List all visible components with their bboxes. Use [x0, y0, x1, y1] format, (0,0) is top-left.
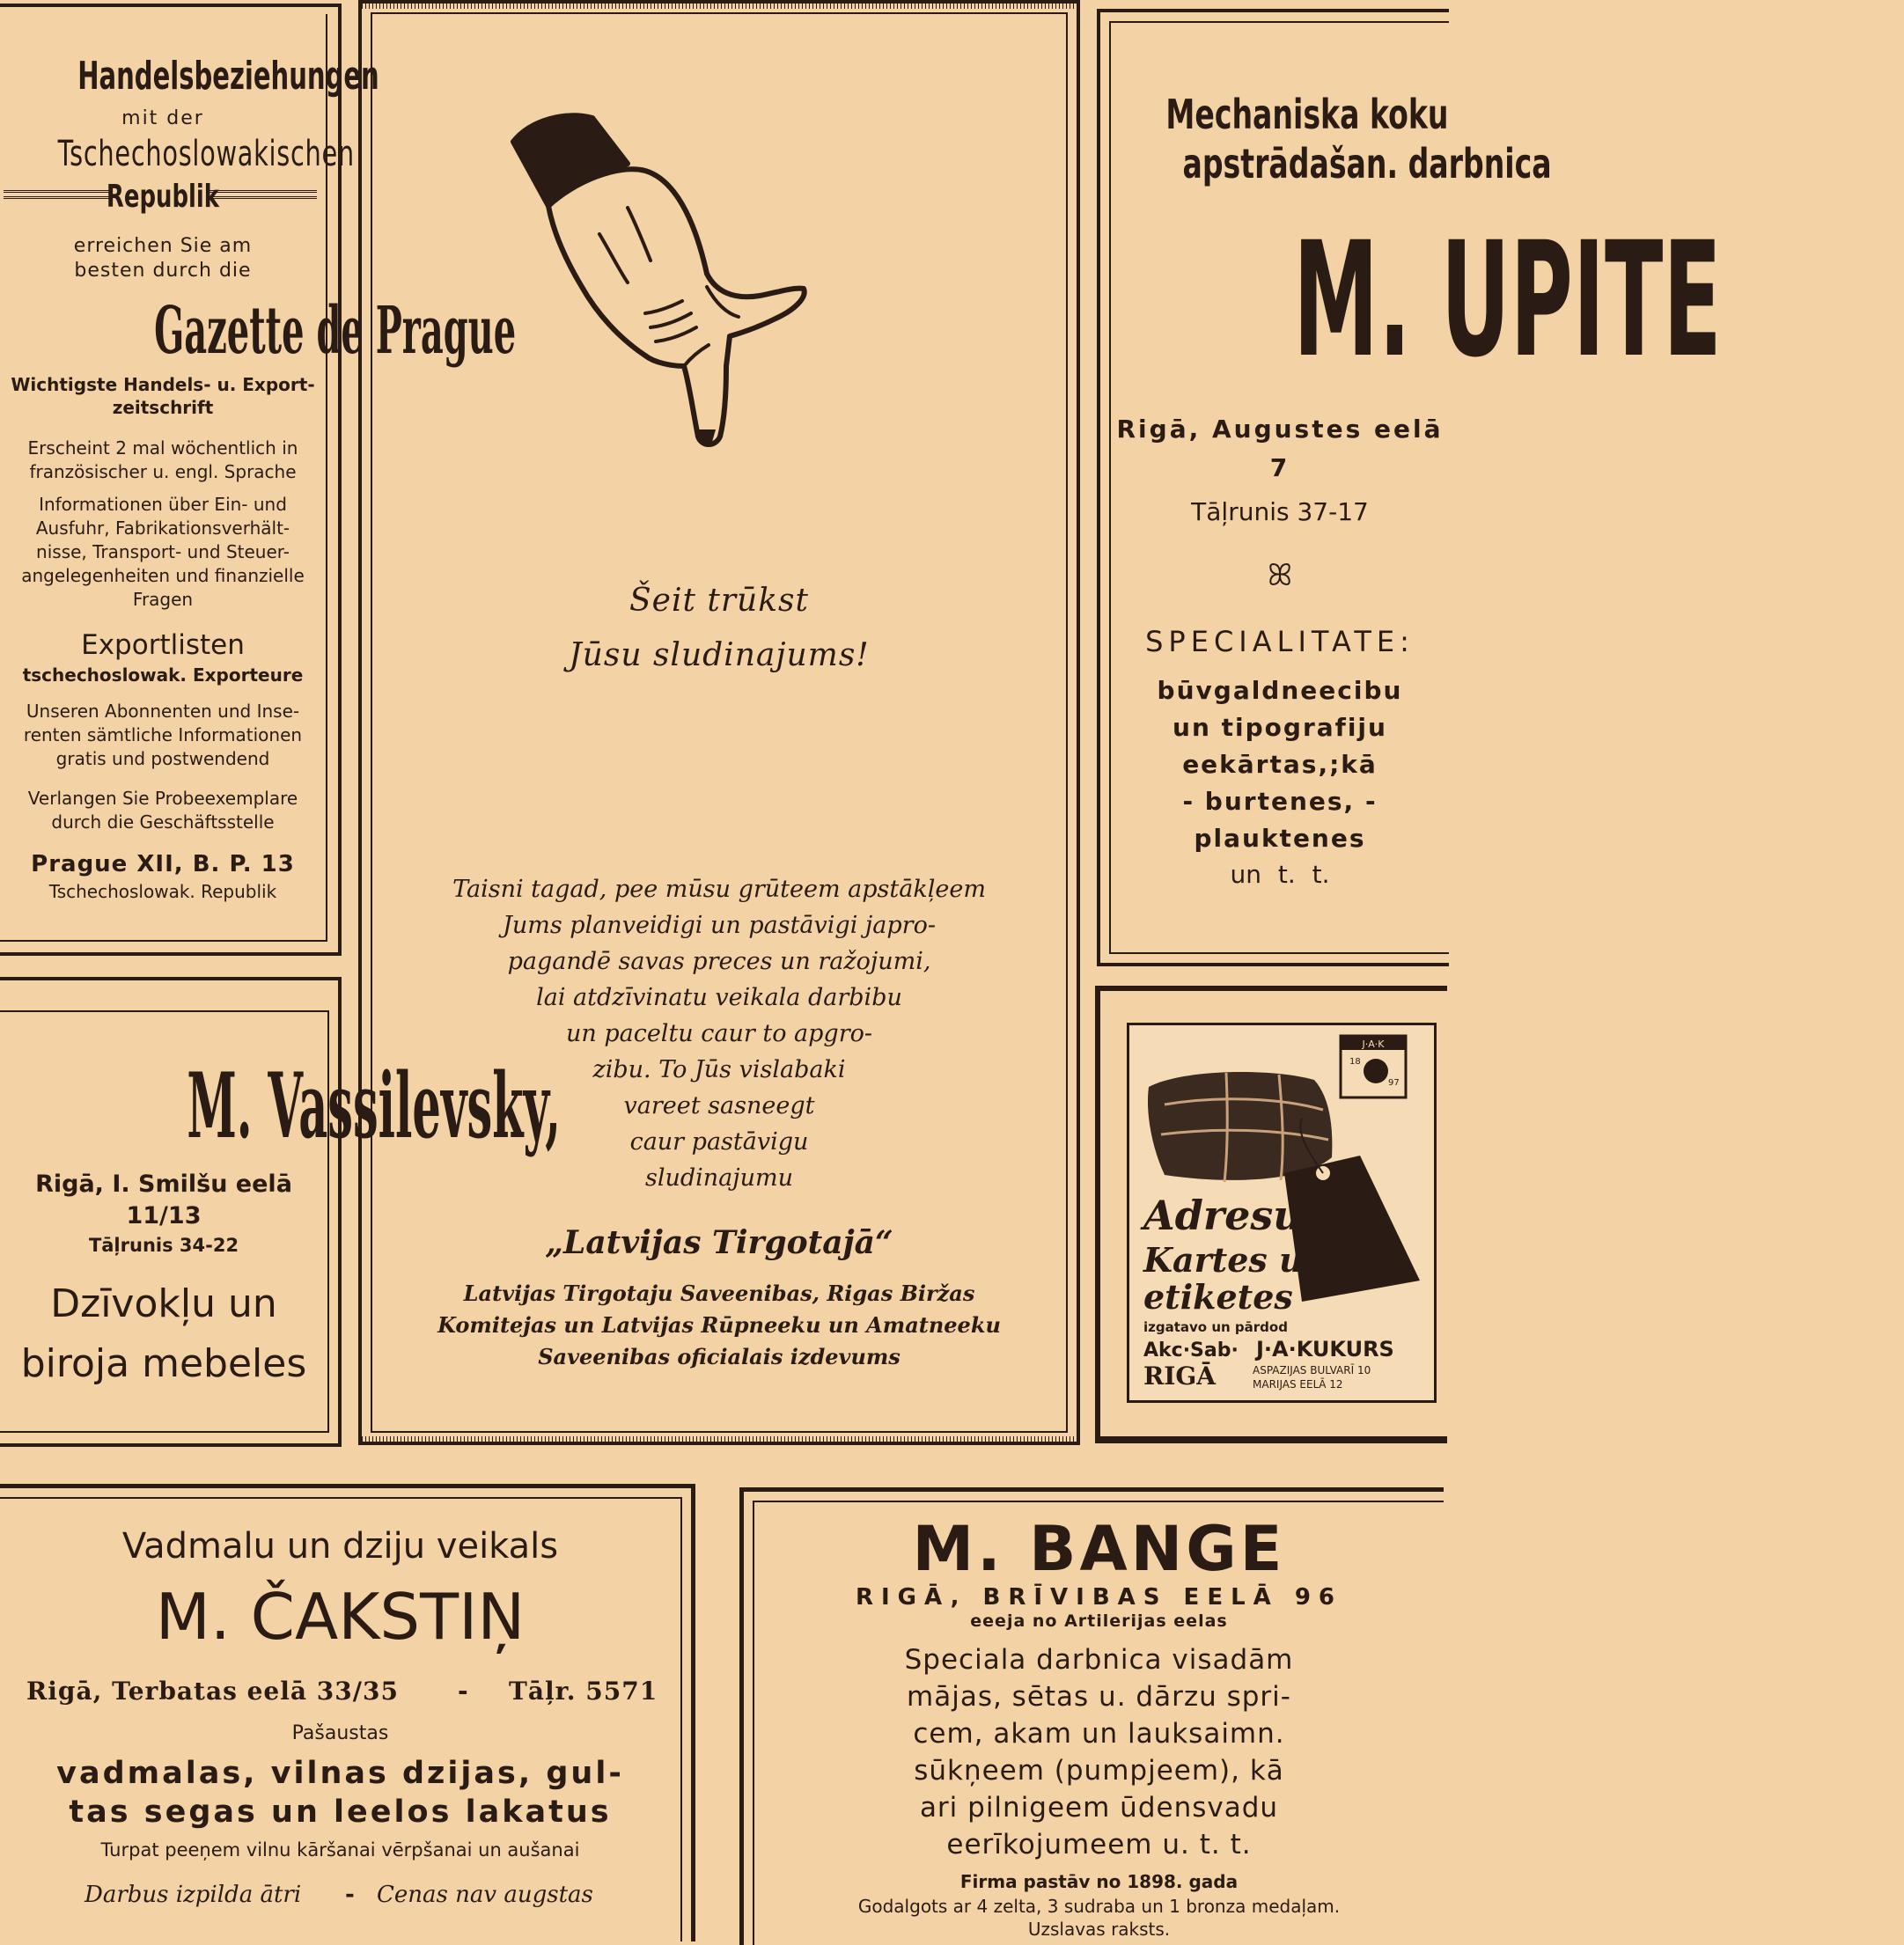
vassilevsky-name: M. Vassilevsky, [187, 1053, 562, 1159]
footer-line: Saveenibas oficialais izdevums [538, 1344, 901, 1369]
paper-name: „Latvijas Tirgotajā“ [545, 1224, 893, 1261]
made-text: izgatavo un pārdod [1143, 1319, 1288, 1335]
awards-line: Godalgots ar 4 zelta, 3 sudraba un 1 bronza medaļam. [857, 1896, 1341, 1917]
svg-text:18: 18 [1349, 1057, 1361, 1067]
body-line: cem, akam un lauksaimn. [913, 1718, 1285, 1750]
goods-line: tas segas un leelos lakatus [69, 1795, 612, 1830]
body-line: Jums planveidigi un pastāvigi japro- [503, 912, 936, 939]
goods-line: biroja mebeles [20, 1341, 307, 1386]
shop-title: Vadmalu un dziju veikals [121, 1526, 559, 1567]
text-line: Fragen [132, 589, 194, 610]
ad-your-ad-here [358, 0, 1080, 1445]
phone: Tāļrunis 37-17 [1191, 497, 1369, 526]
since-line: Firma pastāv no 1898. gada [959, 1871, 1239, 1892]
spec-line: eekārtas,;kā [1182, 750, 1378, 779]
line-mit-der: mit der [121, 107, 204, 129]
country-line: Tschechoslowak. Republik [48, 881, 277, 902]
spec-line: būvgaldneecibu [1157, 676, 1403, 705]
separator: - [345, 1882, 355, 1908]
slogan-2: Cenas nav augstas [377, 1882, 593, 1908]
text-line: Verlangen Sie Probeexemplare [27, 788, 298, 809]
address: Rigā, Terbatas eelā 33/35 [26, 1677, 399, 1706]
text-line: erreichen Sie am [73, 235, 253, 257]
jak-logo [1341, 1036, 1406, 1097]
company-prefix: Akc·Sab· [1143, 1339, 1239, 1362]
ad-frame-inner [0, 14, 517, 942]
spec-line: plauktenes [1194, 824, 1366, 853]
address-row [0, 1670, 680, 1714]
ad-m-cakstin [0, 1484, 695, 1941]
spec-line: un tipografiju [1173, 713, 1387, 742]
also-line: Turpat peeņem vilnu kāršanai vērpšanai un aušanai [100, 1839, 580, 1861]
specialitate-heading: SPECIALITATE: [1145, 625, 1415, 658]
company-name: J·A·KUKURS [1256, 1337, 1394, 1362]
ad-frame-inner [0, 1010, 562, 1433]
svg-text:J·A·K: J·A·K [1362, 1039, 1385, 1050]
body-line: vareet sasneegt [623, 1092, 815, 1119]
city: RIGĀ [1143, 1362, 1217, 1391]
footer-line: Komitejas un Latvijas Rūpneeku un Amatneeku [437, 1312, 1001, 1338]
goods-line: vadmalas, vilnas dzijas, gul- [56, 1756, 624, 1791]
slogan-row [0, 1874, 680, 1916]
svg-text:97: 97 [1388, 1078, 1400, 1088]
spec-line: - burtenes, - [1182, 787, 1378, 816]
double-rule-left [4, 190, 111, 199]
republik-row [0, 176, 326, 218]
body-line: lai atdzīvinatu veikala darbibu [536, 984, 902, 1011]
body-line: caur pastāvigu [629, 1128, 809, 1156]
text-line: Wichtigste Handels- u. Export- [11, 374, 315, 395]
text-line: gratis und postwendend [55, 748, 270, 769]
parcel-with-tag-illustration [1129, 1025, 1434, 1400]
text-line: besten durch die [74, 260, 252, 282]
exportlisten-sub: tschechoslowak. Exporteure [22, 664, 304, 686]
text-line: Ausfuhr, Fabrikationsverhält- [35, 517, 290, 539]
body-line: Taisni tagad, pee mūsu grūteem apstākļeem [452, 876, 986, 903]
ad-frame-inner [753, 1501, 1444, 1945]
ad-gazette-de-prague [0, 4, 517, 956]
script-kartes: Kartes un [1143, 1240, 1328, 1280]
body-line: sludinajumu [644, 1164, 794, 1192]
line-1: Mechaniska koku [1165, 91, 1449, 138]
line-country: Tschechoslowakischen [57, 134, 355, 174]
address-line-1: ASPAZIJAS BULVARĪ 10 [1253, 1364, 1371, 1376]
separator: - [458, 1677, 468, 1706]
ad-frame-inner [1109, 21, 1722, 954]
line-republik: Republik [106, 179, 220, 215]
address: Prague XII, B. P. 13 [31, 851, 295, 877]
text-line: nisse, Transport- und Steuer- [36, 541, 290, 562]
exportlisten-heading: Exportlisten [81, 629, 245, 661]
double-rule-right [210, 190, 317, 199]
address: Rigā, I. Smilšu eelā 11/13 [35, 1171, 292, 1229]
headline: Handelsbeziehungen [77, 54, 379, 99]
pointing-hand-icon [496, 102, 830, 454]
slogan-1: Darbus izpilda ātri [85, 1882, 302, 1908]
text-line: Unseren Abonnenten und Inse- [26, 701, 300, 722]
body-line: un paceltu caur to apgro- [565, 1020, 873, 1047]
text-line: französischer u. engl. Sprache [29, 461, 297, 482]
body-line: sūkņeem (pumpjeem), kā [914, 1755, 1284, 1787]
ad-kukurs [1095, 986, 1447, 1443]
hatched-border-bottom [362, 1436, 1077, 1442]
phone: Tāļrunis 34-22 [88, 1235, 239, 1256]
bange-name: M. BANGE [912, 1513, 1286, 1585]
hatched-border-top [362, 4, 1077, 9]
address: RIGĀ, BRĪVIBAS EELĀ 96 [855, 1584, 1343, 1611]
phone: Tāļr. 5571 [509, 1677, 658, 1706]
ad-illustration-frame [1127, 1023, 1437, 1403]
address-line-2: MARIJAS EELĀ 12 [1253, 1378, 1343, 1391]
entrance: eeeja no Artilerijas eelas [970, 1611, 1228, 1631]
text-line: durch die Geschäftsstelle [51, 811, 275, 833]
ornament-icon: ꕤ [1267, 558, 1293, 593]
goods-line: Dzīvokļu un [50, 1281, 277, 1326]
paper-name: Gazette de Prague [154, 293, 517, 369]
line-2: apstrādašan. darbnica [1182, 140, 1552, 187]
body-line: eerīkojumeem u. t. t. [946, 1829, 1252, 1861]
body-line: pagandē savas preces un ražojumi, [507, 948, 931, 975]
spec-line: un t. t. [1230, 860, 1330, 889]
text-line: Erscheint 2 mal wöchentlich in [27, 437, 298, 459]
body-line: ari pilnigeem ūdensvadu [919, 1792, 1279, 1824]
address: Rigā, Augustes eelā 7 [1116, 415, 1444, 482]
letters-line: Uzslavas raksts. [1027, 1919, 1171, 1940]
body-line: zibu. To Jūs vislabaki [592, 1056, 846, 1083]
script-etiketes: etiketes [1143, 1277, 1293, 1317]
ad-frame-inner [0, 1497, 682, 1941]
text-line: angelegenheiten und finanzielle [21, 565, 305, 586]
text-line: zeitschrift [112, 397, 214, 418]
pasaustas: Pašaustas [291, 1722, 389, 1744]
text-line: Informationen über Ein- und [39, 494, 287, 515]
ad-vassilevsky [0, 977, 562, 1447]
ad-m-upite [1097, 9, 1722, 966]
body-line: mājas, sētas u. dārzu spri- [907, 1681, 1291, 1713]
text-line: renten sämtliche Informationen [23, 724, 303, 745]
upite-name: M. UPITE [1293, 209, 1722, 393]
center-headline-2: Jūsu sludinajums! [569, 637, 870, 673]
cakstin-name: M. ČAKSTIŅ [155, 1580, 526, 1654]
script-adresu: Adresu [1143, 1192, 1303, 1239]
center-headline-1: Šeit trūkst [629, 583, 809, 619]
ad-m-bange [739, 1487, 1444, 1945]
parcel [1148, 1072, 1332, 1182]
body-line: Speciala darbnica visadām [904, 1644, 1294, 1676]
footer-line: Latvijas Tirgotaju Saveenibas, Rigas Biržas [463, 1281, 975, 1306]
ad-frame-inner [371, 12, 1068, 1433]
